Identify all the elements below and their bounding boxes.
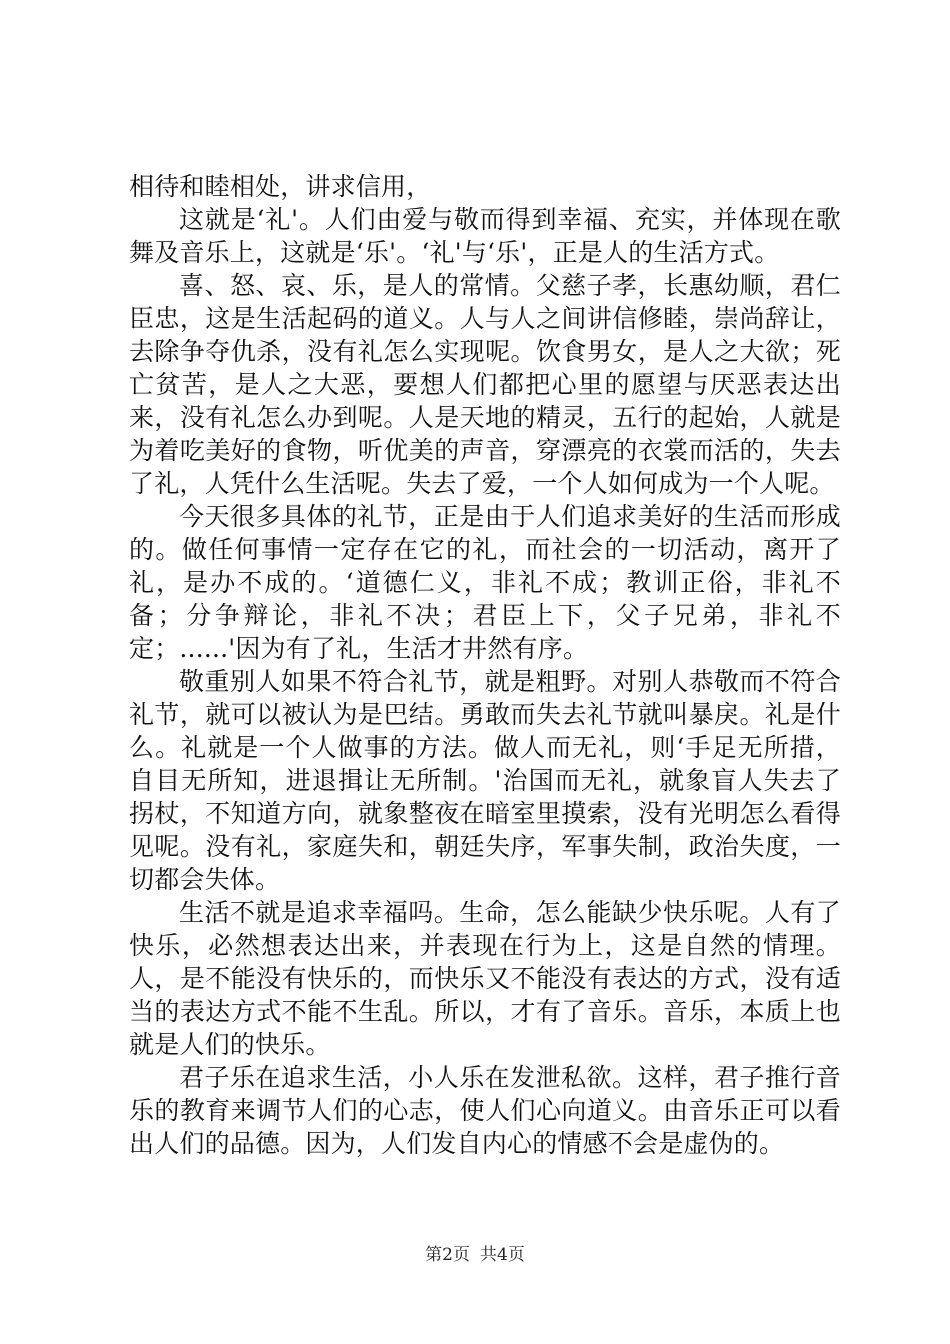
page-total: 共4页 (480, 1245, 525, 1265)
paragraph: 生活不就是追求幸福吗。生命，怎么能缺少快乐呢。人有了快乐，必然想表达出来，并表现在行为上，这是自然的情理。人，是不能没有快乐的，而快乐又不能没有表达的方式，没有适当的表达方式不能不生乱。所以，才有了音乐。音乐，本质上也就是人们的快乐。 (129, 898, 841, 1059)
paragraph: 今天很多具体的礼节，正是由于人们追求美好的生活而形成的。做任何事情一定存在它的礼，而社会的一切活动，离开了礼，是办不成的。‘道德仁义，非礼不成；教训正俗，非礼不备；分争辩论，非礼不决；君臣上下，父子兄弟，非礼不定；......'因为有了礼，生活才井然有序。 (129, 502, 841, 663)
paragraph: 敬重别人如果不符合礼节，就是粗野。对别人恭敬而不符合礼节，就可以被认为是巴结。勇敢而失去礼节就叫暴戾。礼是什么。礼就是一个人做事的方法。做人而无礼，则‘手足无所措，自目无所知，进退揖让无所制。'治国而无礼，就象盲人失去了拐杖，不知道方向，就象整夜在暗室里摸索，没有光明怎么看得见呢。没有礼，家庭失和，朝廷失序，军事失制，政治失度，一切都会失体。 (129, 667, 841, 894)
document-body (129, 170, 841, 1160)
paragraph: 君子乐在追求生活，小人乐在发泄私欲。这样，君子推行音乐的教育来调节人们的心志，使人们心向道义。由音乐正可以看出人们的品德。因为，人们发自内心的情感不会是虚伪的。 (129, 1063, 841, 1158)
page-footer (0, 1240, 950, 1265)
paragraph: 这就是‘礼'。人们由爱与敬而得到幸福、充实，并体现在歌舞及音乐上，这就是‘乐'。‘礼'与‘乐'，正是人的生活方式。 (129, 205, 841, 267)
paragraph: 喜、怒、哀、乐，是人的常情。父慈子孝，长惠幼顺，君仁臣忠，这是生活起码的道义。人与人之间讲信修睦，崇尚辞让，去除争夺仇杀，没有礼怎么实现呢。饮食男女，是人之大欲；死亡贫苦，是人之大恶，要想人们都把心里的愿望与厌恶表达出来，没有礼怎么办到呢。人是天地的精灵，五行的起始，人就是为着吃美好的食物，听优美的声音，穿漂亮的衣裳而活的，失去了礼，人凭什么生活呢。失去了爱，一个人如何成为一个人呢。 (129, 271, 841, 498)
paragraph-continuation: 相待和睦相处，讲求信用， (129, 172, 432, 201)
page-number: 第2页 (425, 1245, 470, 1265)
